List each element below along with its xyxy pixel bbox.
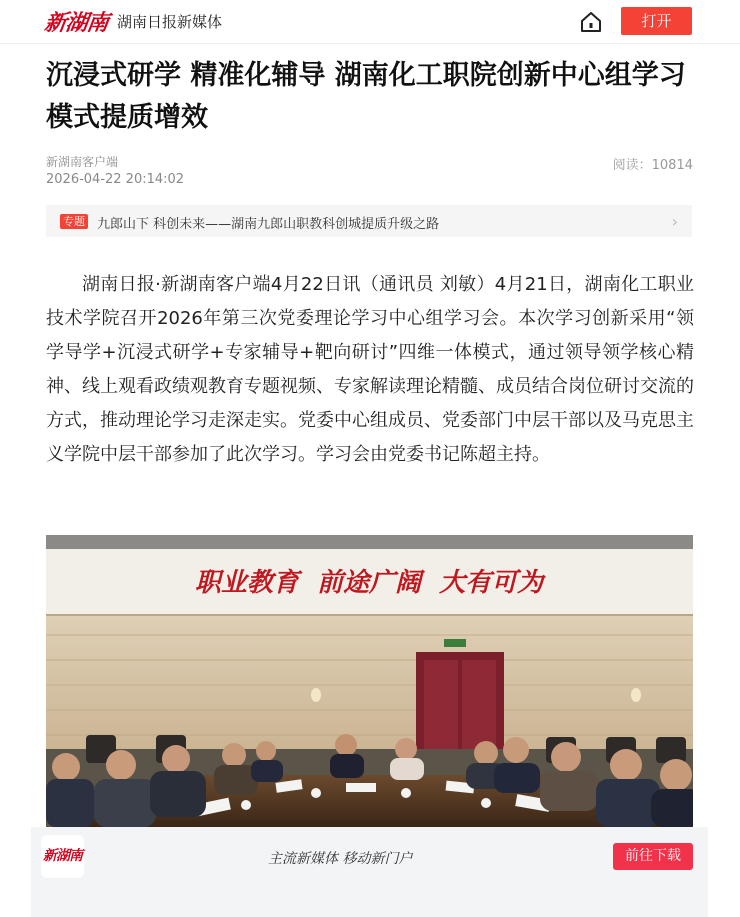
top-bar	[0, 0, 740, 44]
download-banner	[31, 827, 708, 917]
meeting-room-illustration	[46, 535, 693, 827]
article-title: 沉浸式研学 精准化辅导 湖南化工职院创新中心组学习模式提质增效	[46, 60, 686, 133]
topic-link[interactable]	[46, 205, 692, 237]
article-source: 新湖南客户端	[46, 155, 119, 169]
app-logo[interactable]: 新湖南	[42, 10, 110, 36]
article-photo[interactable]	[46, 535, 693, 827]
slogan: 主流新媒体 移动新门户	[268, 851, 413, 867]
open-app-button[interactable]: 打开	[621, 7, 692, 35]
app-icon: 新湖南	[41, 835, 84, 878]
home-icon[interactable]	[579, 10, 603, 34]
read-count: 阅读：10814	[612, 158, 693, 173]
topic-title: 九郎山下 科创未来——湖南九郎山职教科创城提质升级之路	[97, 217, 440, 232]
photo-banner-text: 职业教育 前途广阔 大有可为	[194, 568, 544, 598]
chevron-right-icon: ›	[671, 212, 678, 231]
brand-name: 湖南日报新媒体	[117, 13, 223, 31]
article-body: 湖南日报·新湖南客户端4月22日讯（通讯员 刘敏）4月21日，湖南化工职业技术学院召开2026年第三次党委理论学习中心组学习会。本次学习创新采用“领学导学+沉浸式研学+专家辅导+靶向研讨”四维一体模式，通过领导领学核心精神、线上观看政绩观教育专题视频、专家解读理论精髓、成员结合岗位研讨交流的方式，推动理论学习走深走实。党委中心组成员、党委部门中层干部以及马克思主义学院中层干部参加了此次学习。学习会由党委书记陈超主持。	[46, 274, 694, 465]
topic-badge: 专题	[60, 214, 88, 229]
article-datetime: 2026-04-22 20:14:02	[46, 172, 185, 187]
download-button[interactable]: 前往下载	[613, 843, 693, 870]
